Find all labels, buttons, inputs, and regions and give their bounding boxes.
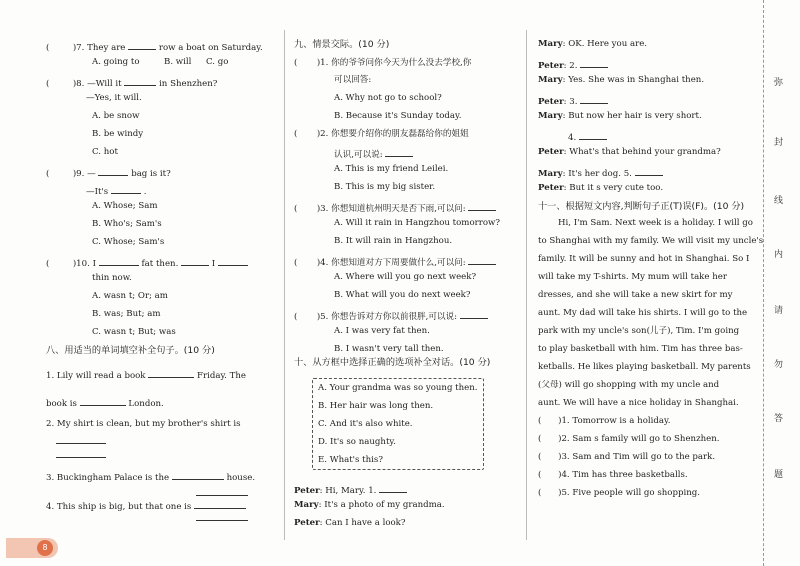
dialogue-line (294, 519, 406, 529)
fill-blank[interactable] (194, 499, 246, 509)
fill-blank[interactable] (196, 486, 248, 496)
speaker-name: Peter (294, 486, 320, 496)
fill-blank[interactable] (128, 40, 156, 50)
box-option-a: A. Your grandma was so young then. (318, 383, 478, 393)
answer-paren: ( (538, 416, 542, 426)
answer-paren: ( (46, 259, 50, 269)
passage-line: dresses, and she will take a new skirt for my (538, 290, 733, 300)
speaker-name: Mary (538, 75, 563, 85)
seal-char: 封 (774, 138, 784, 148)
speaker-name: Peter (294, 518, 320, 528)
question-text: —Will it (87, 79, 122, 89)
s9-q5 (294, 309, 488, 323)
option-a: A. wasn t; Or; am (92, 291, 168, 301)
page-number: 8 (37, 540, 53, 556)
reply-text: —It's (86, 187, 109, 197)
option-b: B. I wasn't very tall then. (334, 344, 444, 354)
reply-text: . (143, 187, 147, 197)
seal-char: 线 (774, 196, 784, 206)
fill-blank[interactable] (181, 256, 209, 266)
dialogue-line (538, 40, 647, 50)
fill-blank[interactable] (56, 448, 106, 458)
dialogue-line (538, 166, 663, 180)
reply-text: —Yes, it will. (86, 93, 142, 103)
seal-char: 勿 (774, 360, 784, 370)
question-text: book is (46, 399, 77, 409)
section-ten-heading: 十、从方框中选择正确的选项补全对话。(10 分) (294, 357, 491, 368)
option-b: B. was; But; am (92, 309, 161, 319)
dialogue-line (538, 94, 608, 108)
question-text: 认识,可以说: (334, 150, 383, 160)
speaker-name: Mary (538, 111, 563, 121)
answer-paren: ( (294, 129, 298, 139)
question-text: I (92, 259, 96, 269)
q10-line (46, 256, 248, 270)
dialogue-line (538, 184, 663, 194)
answer-paren: ( (538, 470, 542, 480)
box-option-c: C. And it's also white. (318, 419, 413, 429)
option-a: A. Why not go to school? (334, 93, 442, 103)
s8-item-1 (46, 368, 246, 382)
passage-line: family. It will be sunny and hot in Shanghai. So I (538, 254, 750, 264)
seal-char: 请 (774, 306, 784, 316)
passage-line: (父母) will go shopping with my uncle and (538, 380, 720, 390)
option-b: B. will (164, 57, 192, 67)
question-text: London. (128, 399, 164, 409)
fill-blank[interactable] (56, 434, 106, 444)
passage-line: to Shanghai with my family. We will visit my uncle's (538, 236, 764, 246)
speaker-name: Mary (538, 169, 563, 179)
fill-blank[interactable] (124, 76, 156, 86)
s8-item-1-cont (46, 396, 164, 410)
dialogue-text: : But it s very cute too. (563, 183, 664, 193)
tf-item-2 (538, 435, 720, 445)
column-divider (526, 30, 527, 540)
box-option-e: E. What's this? (318, 455, 383, 465)
question-text: fat then. (141, 259, 179, 269)
fill-blank[interactable] (460, 309, 488, 319)
option-b: B. Who's; Sam's (92, 219, 162, 229)
question-text: 4. This ship is big, but that one is (46, 502, 192, 512)
section-eleven-heading: 十一、根据短文内容,判断句子正(T)误(F)。(10 分) (538, 201, 745, 212)
answer-paren: ( (46, 79, 50, 89)
question-text: They are (87, 43, 126, 53)
dialogue-line (538, 76, 704, 86)
fill-blank[interactable] (98, 166, 128, 176)
option-a: A. Will it rain in Hangzhou tomorrow? (334, 218, 500, 228)
question-text: Friday. The (197, 371, 246, 381)
tf-statement: )1. Tomorrow is a holiday. (558, 416, 671, 426)
question-number: )2. (316, 129, 329, 139)
box-option-d: D. It's so naughty. (318, 437, 396, 447)
section-eight-heading: 八、用适当的单词填空补全句子。(10 分) (46, 345, 215, 356)
option-a: A. going to (92, 57, 140, 67)
tf-statement: )5. Five people will go shopping. (558, 488, 700, 498)
column-divider (284, 30, 285, 540)
s8-item-2: 2. My shirt is clean, but my brother's shirt is (46, 419, 241, 429)
fill-blank[interactable] (635, 166, 663, 176)
seal-dashed-line (763, 0, 765, 566)
dialogue-text: : Hi, Mary. 1. (319, 486, 377, 496)
fill-blank[interactable] (579, 130, 607, 140)
passage-line: ketballs. He likes playing basketball. My parents (538, 362, 751, 372)
question-text: house. (226, 473, 256, 483)
question-text: 1. Lily will read a book (46, 371, 146, 381)
reply-line (86, 184, 146, 198)
q8-line (46, 76, 217, 90)
answer-paren: ( (538, 488, 542, 498)
option-c: C. wasn t; But; was (92, 327, 176, 337)
tf-item-3 (538, 453, 715, 463)
passage-line: to play basketball with him. Tim has three bas- (538, 344, 743, 354)
question-text: — (87, 169, 96, 179)
question-text: in Shenzhen? (159, 79, 218, 89)
fill-blank[interactable] (468, 201, 496, 211)
option-a: A. I was very fat then. (334, 326, 430, 336)
dialogue-line (538, 148, 721, 158)
option-c: C. hot (92, 147, 118, 157)
question-text: 可以回答: (334, 75, 372, 85)
speaker-name: Peter (538, 147, 564, 157)
answer-paren: ( (294, 58, 298, 68)
fill-blank[interactable] (172, 470, 224, 480)
s8-item-3 (46, 470, 255, 484)
answer-paren: ( (294, 312, 298, 322)
s8-item-4-blank (196, 511, 248, 525)
seal-char: 内 (774, 250, 784, 260)
speaker-name: Mary (538, 39, 563, 49)
passage-line: park with my uncle's son(儿子), Tim. I'm going (538, 326, 740, 336)
dialogue-text: : What's that behind your grandma? (563, 147, 721, 157)
option-a: A. Where will you go next week? (334, 272, 477, 282)
question-text: thin now. (92, 273, 132, 283)
passage-line: aunt. My dad will take his shirts. I will go to the (538, 308, 748, 318)
question-text: row a boat on Saturday. (158, 43, 263, 53)
dialogue-line (294, 483, 407, 497)
fill-blank[interactable] (580, 94, 608, 104)
question-text: 你的爷爷问你今天为什么没去学校,你 (331, 58, 472, 68)
tf-statement: )4. Tim has three basketballs. (558, 470, 688, 480)
dialogue-text: : It's a photo of my grandma. (318, 500, 445, 510)
s9-q3 (294, 201, 496, 215)
option-b: B. Because it's Sunday today. (334, 111, 462, 121)
option-c: C. go (206, 57, 229, 67)
answer-paren: ( (46, 43, 50, 53)
option-a: A. Whose; Sam (92, 201, 158, 211)
answer-paren: ( (538, 452, 542, 462)
seal-char: 答 (774, 414, 784, 424)
fill-blank[interactable] (80, 396, 126, 406)
dialogue-text: : Yes. She was in Shanghai then. (562, 75, 705, 85)
question-text: 你想告诉对方你以前很胖,可以说: (331, 312, 458, 322)
speaker-name: Peter (538, 97, 564, 107)
dialogue-text: : But now her hair is very short. (562, 111, 702, 121)
fill-blank[interactable] (468, 255, 496, 265)
seal-char: 弥 (774, 78, 784, 88)
dialogue-line (538, 58, 608, 72)
fill-blank[interactable] (111, 184, 141, 194)
fill-blank[interactable] (148, 368, 194, 378)
seal-char: 题 (774, 470, 784, 480)
question-text: 你想知道对方下周要做什么,可以问: (331, 258, 466, 268)
question-text: 你想知道杭州明天是否下雨,可以问: (331, 204, 466, 214)
question-number: )7. (72, 43, 85, 53)
question-line (334, 147, 413, 161)
question-number: )9. (72, 169, 85, 179)
answer-paren: ( (538, 434, 542, 444)
fill-blank[interactable] (196, 511, 248, 521)
seal-line-sidebar (760, 0, 800, 566)
tf-statement: )3. Sam and Tim will go to the park. (558, 452, 716, 462)
question-text: 你想要介绍你的朋友磊磊给你的姐姐 (331, 129, 469, 139)
s9-q2 (294, 130, 469, 140)
option-a: A. be snow (92, 111, 140, 121)
fill-blank[interactable] (379, 483, 407, 493)
option-b: B. It will rain in Hangzhou. (334, 236, 453, 246)
dialogue-text: : OK. Here you are. (562, 39, 648, 49)
s8-item-3-blank (196, 486, 248, 500)
question-number: )10. (72, 259, 90, 269)
question-number: )4. (316, 258, 329, 268)
question-text: bag is it? (131, 169, 171, 179)
question-number: )3. (316, 204, 329, 214)
dialogue-text: : 2. (563, 61, 578, 71)
s9-q1 (294, 59, 471, 69)
dialogue-line (294, 501, 445, 511)
q9-line (46, 166, 171, 180)
fill-blank[interactable] (580, 58, 608, 68)
tf-statement: )2. Sam s family will go to Shenzhen. (558, 434, 720, 444)
s8-item-2-blank (56, 434, 106, 462)
question-number: )1. (316, 58, 329, 68)
question-text: 3. Buckingham Palace is the (46, 473, 170, 483)
tf-item-4 (538, 471, 688, 481)
fill-blank[interactable] (218, 256, 248, 266)
passage-line: will take my T-shirts. My mum will take her (538, 272, 727, 282)
fill-blank[interactable] (385, 147, 413, 157)
question-number: )5. (316, 312, 329, 322)
speaker-name: Peter (538, 61, 564, 71)
q7-line (46, 40, 263, 54)
dialogue-text: : Can I have a look? (319, 518, 406, 528)
option-b: B. be windy (92, 129, 144, 139)
answer-paren: ( (46, 169, 50, 179)
dialogue-text: : 3. (563, 97, 578, 107)
tf-item-5 (538, 489, 700, 499)
answer-paren: ( (294, 258, 298, 268)
speaker-name: Peter (538, 183, 564, 193)
passage-line: Hi, I'm Sam. Next week is a holiday. I will go (558, 218, 753, 228)
dialogue-text: : It's her dog. 5. (562, 169, 632, 179)
box-option-b: B. Her hair was long then. (318, 401, 434, 411)
question-text: I (211, 259, 216, 269)
option-c: C. Whose; Sam's (92, 237, 165, 247)
tf-item-1 (538, 417, 670, 427)
passage-line: aunt. We will have a nice holiday in Shanghai. (538, 398, 739, 408)
dialogue-text: 4. (568, 133, 577, 143)
section-nine-heading: 九、情景交际。(10 分) (294, 39, 390, 50)
s9-q4 (294, 255, 496, 269)
speaker-name: Mary (294, 500, 319, 510)
answer-paren: ( (294, 204, 298, 214)
dialogue-line (538, 112, 702, 122)
option-b: B. What will you do next week? (334, 290, 471, 300)
fill-blank[interactable] (99, 256, 139, 266)
option-a: A. This is my friend Leilei. (334, 164, 449, 174)
option-b: B. This is my big sister. (334, 182, 436, 192)
dialogue-line (568, 130, 607, 144)
question-number: )8. (72, 79, 85, 89)
